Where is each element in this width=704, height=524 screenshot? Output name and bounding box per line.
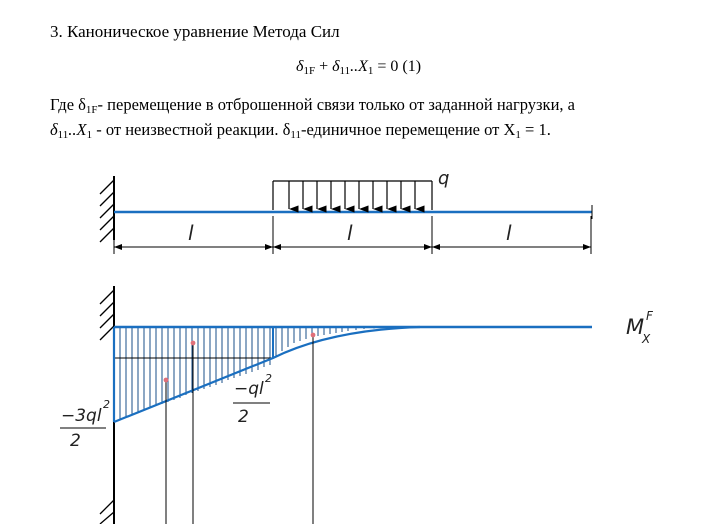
- mid-moment-value: [233, 372, 272, 427]
- explanation-mid: - от неизвестной реакции. δ: [92, 120, 291, 139]
- wall-moment-num: −3ql: [61, 406, 102, 426]
- where-text: Где δ: [50, 95, 86, 114]
- x1-inline-sub: 1: [86, 129, 93, 141]
- moment-label-sup: F: [646, 309, 653, 323]
- delta-11: δ: [332, 58, 340, 75]
- delta-11-sub: 11: [339, 65, 351, 77]
- mid-moment-pow: 2: [265, 372, 272, 385]
- equation-rhs: = 0 (1): [373, 58, 422, 75]
- moment-label-sub: X: [642, 332, 651, 346]
- equation-plus: +: [315, 58, 333, 75]
- delta-11-inline-sub: 11: [57, 129, 69, 141]
- delta-1f: δ: [296, 58, 304, 75]
- span-label-3: l: [506, 221, 512, 245]
- load-label: q: [438, 168, 450, 189]
- explanation-rest-2: -единичное перемещение от X: [300, 120, 516, 139]
- moment-label: M: [626, 315, 645, 339]
- explanation-rest-1: - перемещение в отброшенной связи только от заданной нагрузки, а: [97, 95, 575, 114]
- unknown-x: ..X: [350, 58, 368, 75]
- delta-1f-sub: 1F: [303, 65, 316, 77]
- wall-moment-pow: 2: [103, 398, 110, 411]
- where-sub: 1F: [85, 104, 98, 116]
- explanation-mid-sub: 11: [290, 129, 301, 141]
- distributed-load: [273, 181, 432, 210]
- x1-unit-sub: 1: [515, 129, 521, 141]
- wall-moment-value: [60, 398, 110, 451]
- delta-11-inline: δ: [50, 120, 58, 139]
- span-label-2: l: [347, 221, 353, 245]
- mid-moment-den: 2: [238, 407, 249, 427]
- unknown-x-sub: 1: [367, 65, 374, 77]
- fixed-support-top: [100, 176, 114, 242]
- span-label-1: l: [188, 221, 194, 245]
- explanation-end: = 1.: [520, 120, 551, 139]
- section-heading: 3. Каноническое уравнение Метода Сил: [50, 22, 340, 41]
- mid-moment-num: −ql: [234, 379, 264, 399]
- x1-inline: ..X: [68, 120, 87, 139]
- wall-moment-den: 2: [70, 431, 81, 451]
